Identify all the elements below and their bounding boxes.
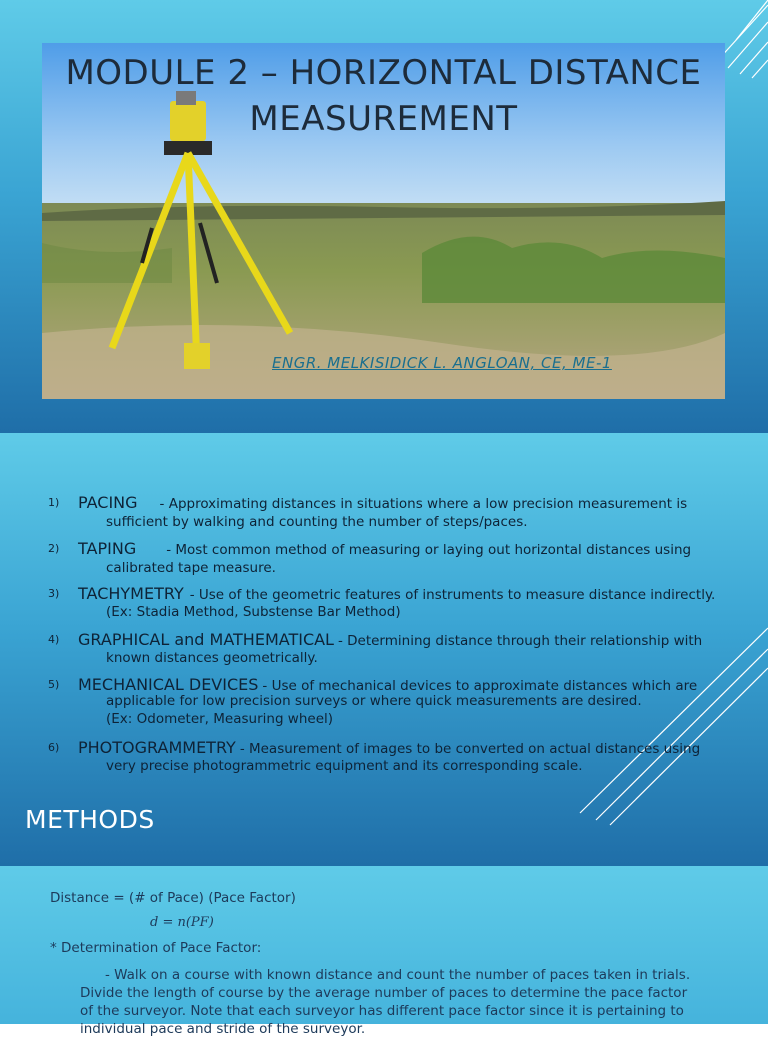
- paragraph-line: individual pace and stride of the surveyor.: [80, 1021, 366, 1037]
- item-number: 5): [48, 678, 60, 691]
- item-number: 1): [48, 496, 60, 509]
- item-heading: MECHANICAL DEVICES: [78, 675, 259, 694]
- formula-text: Distance = (# of Pace) (Pace Factor): [50, 890, 296, 906]
- item-heading: PACING: [78, 493, 138, 512]
- formula-math: d = n(PF): [150, 915, 214, 930]
- item-subtext: (Ex: Stadia Method, Substense Bar Method): [106, 604, 401, 620]
- item-subtext: known distances geometrically.: [106, 650, 318, 666]
- item-heading: TAPING: [78, 539, 137, 558]
- item-heading: PHOTOGRAMMETRY: [78, 738, 236, 757]
- item-description: - Determining distance through their relationship with: [337, 633, 703, 649]
- item-description: - Approximating distances in situations where a low precision measurement is: [159, 496, 688, 512]
- item-subtext: sufficient by walking and counting the number of steps/paces.: [106, 514, 528, 530]
- item-description: - Use of the geometric features of instruments to measure distance indirectly.: [189, 587, 716, 603]
- item-subtext: (Ex: Odometer, Measuring wheel): [106, 711, 334, 727]
- item-heading: GRAPHICAL and MATHEMATICAL: [78, 630, 334, 649]
- paragraph-line: - Walk on a course with known distance and count the number of paces taken in trials.: [105, 967, 691, 983]
- paragraph-line: of the surveyor. Note that each surveyor has different pace factor since it is pertaining to: [80, 1003, 684, 1019]
- slide-title: [0, 0, 768, 433]
- item-description: - Use of mechanical devices to approximate distances which are: [262, 678, 698, 694]
- item-number: 4): [48, 633, 60, 646]
- item-description: - Most common method of measuring or laying out horizontal distances using: [166, 542, 692, 558]
- paragraph-line: Divide the length of course by the average number of paces to determine the pace factor: [80, 985, 688, 1001]
- item-heading: TACHYMETRY: [78, 584, 184, 603]
- item-number: 6): [48, 741, 60, 754]
- item-number: 2): [48, 542, 60, 555]
- pace-factor-bullet: * Determination of Pace Factor:: [50, 940, 262, 956]
- slide-pacing: [0, 866, 768, 1037]
- item-subtext: calibrated tape measure.: [106, 560, 276, 576]
- author-name: ENGR. MELKISIDICK L. ANGLOAN, CE, ME-1: [272, 354, 612, 372]
- title-line-1: MODULE 2 – HORIZONTAL DISTANCE: [65, 53, 702, 93]
- item-subtext: very precise photogrammetric equipment and its corresponding scale.: [106, 758, 583, 774]
- slide-title-text: [42, 50, 725, 142]
- slide-methods: [0, 433, 768, 866]
- item-subtext: applicable for low precision surveys or where quick measurements are desired.: [106, 693, 642, 709]
- title-line-2: MEASUREMENT: [249, 99, 518, 139]
- methods-heading: METHODS: [25, 805, 155, 834]
- item-number: 3): [48, 587, 60, 600]
- item-description: - Measurement of images to be converted on actual distances using: [239, 741, 701, 757]
